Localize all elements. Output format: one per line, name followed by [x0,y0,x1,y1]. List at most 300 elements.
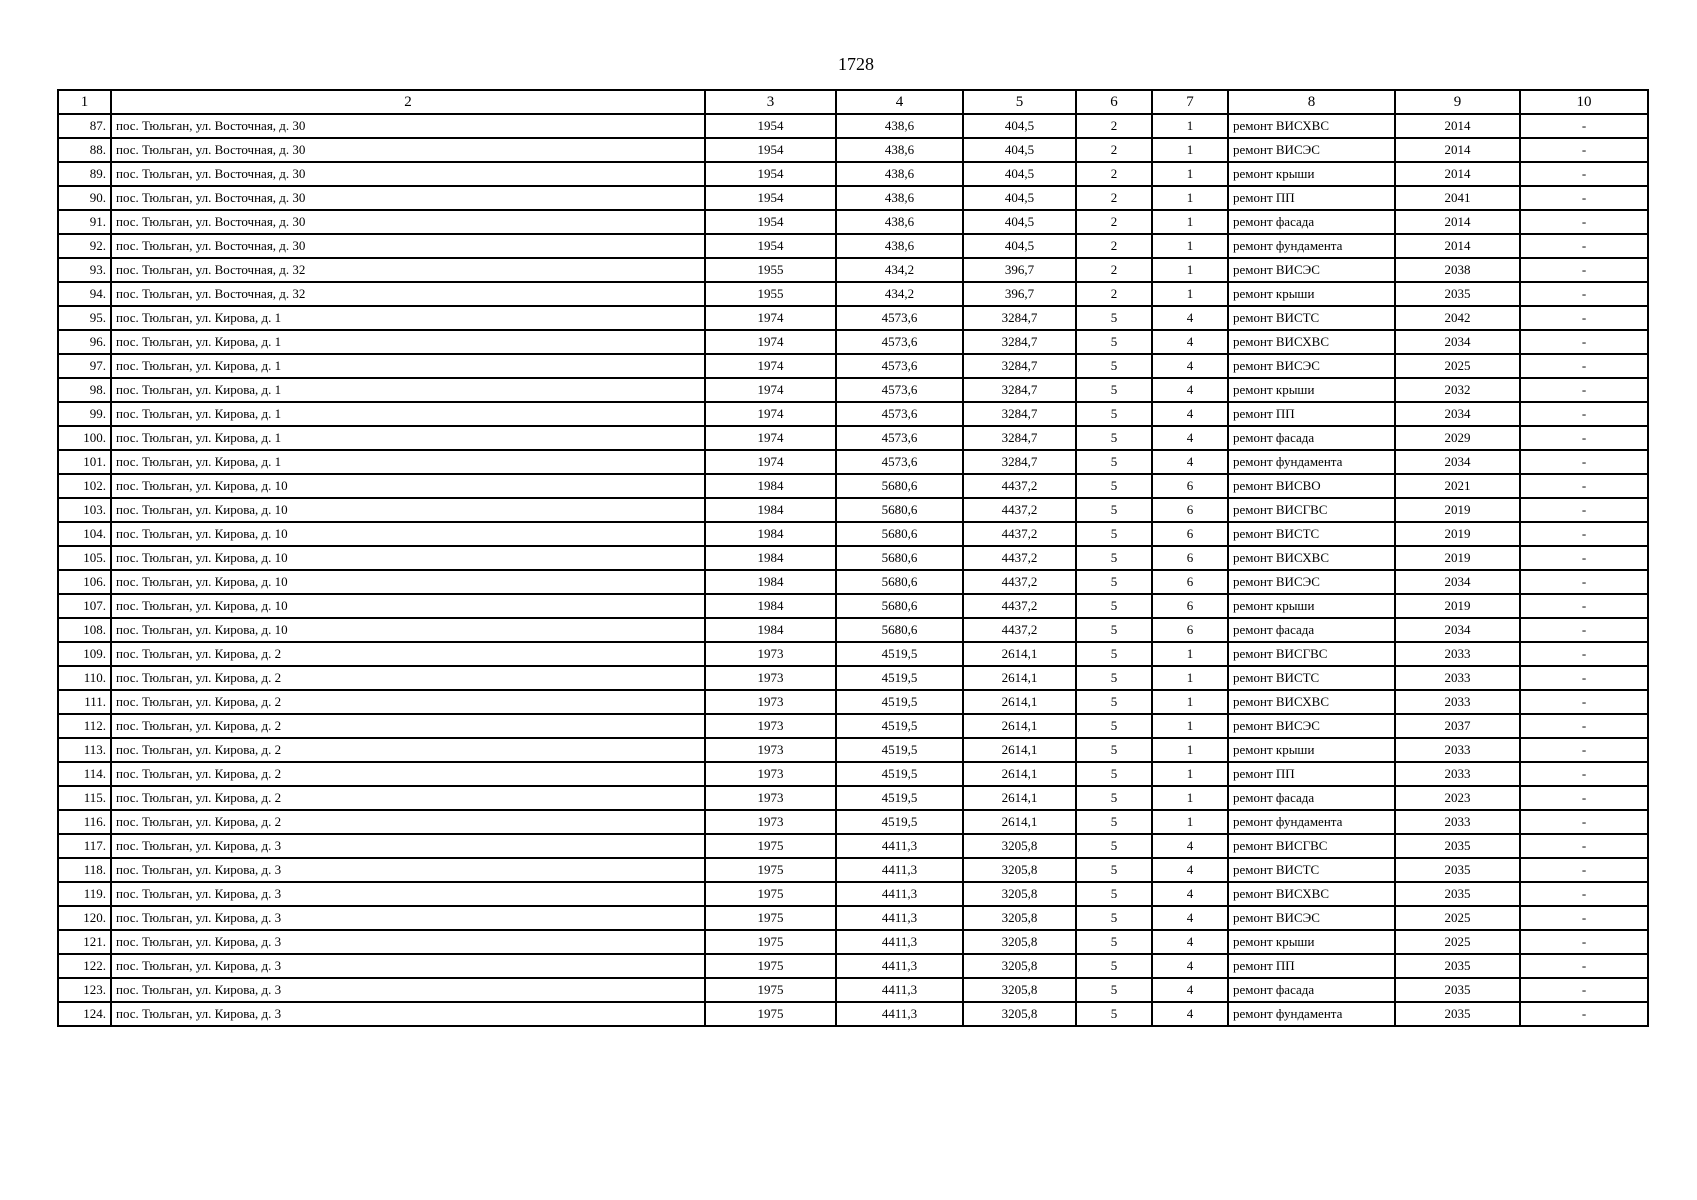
living-area-cell: 3284,7 [963,402,1076,426]
living-area-cell: 404,5 [963,114,1076,138]
row-number-cell: 117. [58,834,111,858]
row-number-cell: 96. [58,330,111,354]
note-cell: - [1520,114,1648,138]
column-header: 2 [111,90,705,114]
note-cell: - [1520,282,1648,306]
living-area-cell: 3205,8 [963,1002,1076,1026]
note-cell: - [1520,906,1648,930]
note-cell: - [1520,618,1648,642]
note-cell: - [1520,690,1648,714]
address-cell: пос. Тюльган, ул. Кирова, д. 3 [111,954,705,978]
table-body [58,114,1648,1026]
note-cell: - [1520,546,1648,570]
entrances-cell: 1 [1152,186,1228,210]
table-row [58,906,1648,930]
floors-cell: 5 [1076,666,1152,690]
table-row [58,834,1648,858]
work-type-cell: ремонт ВИСЭС [1228,570,1395,594]
entrances-cell: 1 [1152,114,1228,138]
table-row [58,978,1648,1002]
address-cell: пос. Тюльган, ул. Восточная, д. 30 [111,210,705,234]
year-built-cell: 1974 [705,354,836,378]
note-cell: - [1520,402,1648,426]
column-header: 7 [1152,90,1228,114]
note-cell: - [1520,474,1648,498]
column-header: 4 [836,90,963,114]
row-number-cell: 90. [58,186,111,210]
table-row [58,546,1648,570]
planned-year-cell: 2033 [1395,690,1520,714]
living-area-cell: 2614,1 [963,642,1076,666]
entrances-cell: 6 [1152,522,1228,546]
living-area-cell: 2614,1 [963,714,1076,738]
total-area-cell: 4573,6 [836,378,963,402]
floors-cell: 5 [1076,306,1152,330]
table-row [58,930,1648,954]
floors-cell: 5 [1076,978,1152,1002]
living-area-cell: 2614,1 [963,690,1076,714]
year-built-cell: 1973 [705,714,836,738]
table-row [58,474,1648,498]
row-number-cell: 119. [58,882,111,906]
floors-cell: 5 [1076,690,1152,714]
year-built-cell: 1954 [705,210,836,234]
row-number-cell: 115. [58,786,111,810]
planned-year-cell: 2034 [1395,402,1520,426]
year-built-cell: 1975 [705,906,836,930]
table-row [58,810,1648,834]
planned-year-cell: 2014 [1395,114,1520,138]
note-cell: - [1520,834,1648,858]
floors-cell: 5 [1076,858,1152,882]
work-type-cell: ремонт ВИСЭС [1228,714,1395,738]
year-built-cell: 1984 [705,594,836,618]
planned-year-cell: 2033 [1395,666,1520,690]
planned-year-cell: 2032 [1395,378,1520,402]
address-cell: пос. Тюльган, ул. Кирова, д. 2 [111,810,705,834]
row-number-cell: 113. [58,738,111,762]
note-cell: - [1520,162,1648,186]
year-built-cell: 1975 [705,882,836,906]
floors-cell: 5 [1076,810,1152,834]
header-row [58,90,1648,114]
row-number-cell: 120. [58,906,111,930]
address-cell: пос. Тюльган, ул. Восточная, д. 32 [111,282,705,306]
table-row [58,306,1648,330]
table-row [58,330,1648,354]
entrances-cell: 4 [1152,954,1228,978]
work-type-cell: ремонт фундамента [1228,1002,1395,1026]
work-type-cell: ремонт ВИСЭС [1228,354,1395,378]
work-type-cell: ремонт ВИСХВС [1228,882,1395,906]
entrances-cell: 6 [1152,498,1228,522]
row-number-cell: 122. [58,954,111,978]
living-area-cell: 4437,2 [963,498,1076,522]
year-built-cell: 1955 [705,282,836,306]
floors-cell: 2 [1076,114,1152,138]
row-number-cell: 93. [58,258,111,282]
living-area-cell: 4437,2 [963,594,1076,618]
row-number-cell: 110. [58,666,111,690]
living-area-cell: 3284,7 [963,450,1076,474]
row-number-cell: 91. [58,210,111,234]
work-type-cell: ремонт ВИСГВС [1228,834,1395,858]
note-cell: - [1520,426,1648,450]
year-built-cell: 1974 [705,378,836,402]
table-row [58,954,1648,978]
repair-schedule-table [57,89,1649,1027]
year-built-cell: 1975 [705,834,836,858]
total-area-cell: 434,2 [836,282,963,306]
floors-cell: 2 [1076,258,1152,282]
year-built-cell: 1974 [705,450,836,474]
table-row [58,858,1648,882]
year-built-cell: 1984 [705,522,836,546]
note-cell: - [1520,306,1648,330]
entrances-cell: 6 [1152,546,1228,570]
column-header: 9 [1395,90,1520,114]
entrances-cell: 4 [1152,426,1228,450]
address-cell: пос. Тюльган, ул. Кирова, д. 3 [111,834,705,858]
table-row [58,114,1648,138]
year-built-cell: 1973 [705,762,836,786]
entrances-cell: 1 [1152,258,1228,282]
entrances-cell: 6 [1152,570,1228,594]
year-built-cell: 1984 [705,546,836,570]
row-number-cell: 89. [58,162,111,186]
address-cell: пос. Тюльган, ул. Кирова, д. 3 [111,930,705,954]
table-row [58,210,1648,234]
total-area-cell: 5680,6 [836,594,963,618]
work-type-cell: ремонт крыши [1228,378,1395,402]
entrances-cell: 1 [1152,138,1228,162]
work-type-cell: ремонт фундамента [1228,450,1395,474]
note-cell: - [1520,258,1648,282]
address-cell: пос. Тюльган, ул. Восточная, д. 30 [111,234,705,258]
table-row [58,450,1648,474]
planned-year-cell: 2038 [1395,258,1520,282]
planned-year-cell: 2033 [1395,762,1520,786]
total-area-cell: 4519,5 [836,714,963,738]
address-cell: пос. Тюльган, ул. Кирова, д. 2 [111,738,705,762]
year-built-cell: 1954 [705,186,836,210]
floors-cell: 5 [1076,546,1152,570]
floors-cell: 5 [1076,594,1152,618]
row-number-cell: 100. [58,426,111,450]
work-type-cell: ремонт ВИСХВС [1228,114,1395,138]
address-cell: пос. Тюльган, ул. Кирова, д. 1 [111,306,705,330]
floors-cell: 5 [1076,570,1152,594]
year-built-cell: 1974 [705,330,836,354]
row-number-cell: 105. [58,546,111,570]
table-row [58,618,1648,642]
address-cell: пос. Тюльган, ул. Кирова, д. 1 [111,426,705,450]
living-area-cell: 3284,7 [963,426,1076,450]
entrances-cell: 1 [1152,282,1228,306]
work-type-cell: ремонт ВИСХВС [1228,690,1395,714]
entrances-cell: 4 [1152,1002,1228,1026]
work-type-cell: ремонт ВИСЭС [1228,258,1395,282]
work-type-cell: ремонт фасада [1228,210,1395,234]
year-built-cell: 1975 [705,954,836,978]
note-cell: - [1520,450,1648,474]
year-built-cell: 1954 [705,162,836,186]
year-built-cell: 1954 [705,138,836,162]
row-number-cell: 88. [58,138,111,162]
row-number-cell: 118. [58,858,111,882]
entrances-cell: 4 [1152,354,1228,378]
total-area-cell: 4411,3 [836,906,963,930]
floors-cell: 2 [1076,162,1152,186]
floors-cell: 2 [1076,138,1152,162]
address-cell: пос. Тюльган, ул. Кирова, д. 1 [111,354,705,378]
work-type-cell: ремонт крыши [1228,930,1395,954]
work-type-cell: ремонт фасада [1228,618,1395,642]
row-number-cell: 102. [58,474,111,498]
planned-year-cell: 2035 [1395,882,1520,906]
row-number-cell: 104. [58,522,111,546]
row-number-cell: 95. [58,306,111,330]
entrances-cell: 1 [1152,642,1228,666]
row-number-cell: 121. [58,930,111,954]
total-area-cell: 4411,3 [836,930,963,954]
note-cell: - [1520,594,1648,618]
entrances-cell: 1 [1152,234,1228,258]
living-area-cell: 404,5 [963,210,1076,234]
planned-year-cell: 2035 [1395,858,1520,882]
living-area-cell: 4437,2 [963,522,1076,546]
column-header: 8 [1228,90,1395,114]
entrances-cell: 1 [1152,690,1228,714]
planned-year-cell: 2019 [1395,546,1520,570]
planned-year-cell: 2034 [1395,570,1520,594]
table-row [58,162,1648,186]
work-type-cell: ремонт крыши [1228,162,1395,186]
total-area-cell: 5680,6 [836,498,963,522]
planned-year-cell: 2035 [1395,834,1520,858]
planned-year-cell: 2019 [1395,522,1520,546]
row-number-cell: 99. [58,402,111,426]
row-number-cell: 116. [58,810,111,834]
floors-cell: 5 [1076,954,1152,978]
row-number-cell: 123. [58,978,111,1002]
living-area-cell: 2614,1 [963,762,1076,786]
work-type-cell: ремонт ПП [1228,762,1395,786]
floors-cell: 5 [1076,762,1152,786]
note-cell: - [1520,378,1648,402]
row-number-cell: 103. [58,498,111,522]
total-area-cell: 438,6 [836,162,963,186]
work-type-cell: ремонт ВИСТС [1228,522,1395,546]
floors-cell: 5 [1076,426,1152,450]
year-built-cell: 1973 [705,642,836,666]
address-cell: пос. Тюльган, ул. Кирова, д. 10 [111,618,705,642]
row-number-cell: 106. [58,570,111,594]
column-header: 1 [58,90,111,114]
living-area-cell: 3205,8 [963,858,1076,882]
floors-cell: 2 [1076,210,1152,234]
row-number-cell: 92. [58,234,111,258]
living-area-cell: 4437,2 [963,570,1076,594]
year-built-cell: 1975 [705,1002,836,1026]
planned-year-cell: 2021 [1395,474,1520,498]
row-number-cell: 108. [58,618,111,642]
planned-year-cell: 2014 [1395,162,1520,186]
address-cell: пос. Тюльган, ул. Кирова, д. 1 [111,402,705,426]
row-number-cell: 107. [58,594,111,618]
table-row [58,402,1648,426]
table-row [58,714,1648,738]
work-type-cell: ремонт ВИСТС [1228,858,1395,882]
total-area-cell: 4573,6 [836,450,963,474]
address-cell: пос. Тюльган, ул. Кирова, д. 10 [111,474,705,498]
living-area-cell: 396,7 [963,258,1076,282]
address-cell: пос. Тюльган, ул. Кирова, д. 3 [111,978,705,1002]
work-type-cell: ремонт ВИСГВС [1228,498,1395,522]
total-area-cell: 4573,6 [836,426,963,450]
column-header: 5 [963,90,1076,114]
year-built-cell: 1973 [705,666,836,690]
total-area-cell: 438,6 [836,234,963,258]
entrances-cell: 1 [1152,810,1228,834]
year-built-cell: 1955 [705,258,836,282]
work-type-cell: ремонт фундамента [1228,234,1395,258]
table-row [58,762,1648,786]
year-built-cell: 1974 [705,426,836,450]
note-cell: - [1520,954,1648,978]
address-cell: пос. Тюльган, ул. Кирова, д. 10 [111,546,705,570]
address-cell: пос. Тюльган, ул. Кирова, д. 3 [111,882,705,906]
total-area-cell: 4411,3 [836,978,963,1002]
planned-year-cell: 2033 [1395,738,1520,762]
entrances-cell: 1 [1152,210,1228,234]
work-type-cell: ремонт ВИСХВС [1228,330,1395,354]
table-row [58,666,1648,690]
entrances-cell: 4 [1152,834,1228,858]
living-area-cell: 404,5 [963,138,1076,162]
floors-cell: 5 [1076,618,1152,642]
work-type-cell: ремонт ПП [1228,954,1395,978]
total-area-cell: 4411,3 [836,858,963,882]
table-row [58,882,1648,906]
work-type-cell: ремонт ВИСЭС [1228,138,1395,162]
planned-year-cell: 2034 [1395,330,1520,354]
total-area-cell: 4411,3 [836,954,963,978]
planned-year-cell: 2035 [1395,1002,1520,1026]
planned-year-cell: 2019 [1395,498,1520,522]
living-area-cell: 4437,2 [963,546,1076,570]
work-type-cell: ремонт ПП [1228,186,1395,210]
note-cell: - [1520,642,1648,666]
entrances-cell: 4 [1152,978,1228,1002]
row-number-cell: 94. [58,282,111,306]
floors-cell: 5 [1076,882,1152,906]
row-number-cell: 101. [58,450,111,474]
planned-year-cell: 2033 [1395,810,1520,834]
floors-cell: 5 [1076,834,1152,858]
floors-cell: 5 [1076,642,1152,666]
address-cell: пос. Тюльган, ул. Кирова, д. 1 [111,330,705,354]
address-cell: пос. Тюльган, ул. Кирова, д. 2 [111,762,705,786]
table-row [58,138,1648,162]
address-cell: пос. Тюльган, ул. Кирова, д. 3 [111,858,705,882]
table-row [58,258,1648,282]
planned-year-cell: 2042 [1395,306,1520,330]
note-cell: - [1520,738,1648,762]
total-area-cell: 438,6 [836,186,963,210]
floors-cell: 5 [1076,786,1152,810]
note-cell: - [1520,186,1648,210]
year-built-cell: 1984 [705,618,836,642]
living-area-cell: 2614,1 [963,666,1076,690]
address-cell: пос. Тюльган, ул. Кирова, д. 10 [111,594,705,618]
row-number-cell: 109. [58,642,111,666]
table-row [58,642,1648,666]
note-cell: - [1520,522,1648,546]
entrances-cell: 4 [1152,402,1228,426]
row-number-cell: 98. [58,378,111,402]
address-cell: пос. Тюльган, ул. Кирова, д. 3 [111,1002,705,1026]
note-cell: - [1520,210,1648,234]
table-row [58,522,1648,546]
living-area-cell: 3205,8 [963,978,1076,1002]
year-built-cell: 1975 [705,978,836,1002]
total-area-cell: 4519,5 [836,786,963,810]
total-area-cell: 4411,3 [836,834,963,858]
table-row [58,234,1648,258]
row-number-cell: 114. [58,762,111,786]
total-area-cell: 4573,6 [836,306,963,330]
total-area-cell: 5680,6 [836,546,963,570]
living-area-cell: 3284,7 [963,378,1076,402]
year-built-cell: 1974 [705,306,836,330]
total-area-cell: 438,6 [836,138,963,162]
total-area-cell: 4519,5 [836,642,963,666]
living-area-cell: 4437,2 [963,474,1076,498]
year-built-cell: 1973 [705,690,836,714]
total-area-cell: 4411,3 [836,1002,963,1026]
living-area-cell: 404,5 [963,186,1076,210]
total-area-cell: 4573,6 [836,354,963,378]
work-type-cell: ремонт фасада [1228,978,1395,1002]
row-number-cell: 87. [58,114,111,138]
total-area-cell: 5680,6 [836,570,963,594]
year-built-cell: 1975 [705,930,836,954]
table-row [58,378,1648,402]
floors-cell: 2 [1076,282,1152,306]
total-area-cell: 438,6 [836,210,963,234]
row-number-cell: 112. [58,714,111,738]
floors-cell: 2 [1076,186,1152,210]
floors-cell: 5 [1076,378,1152,402]
note-cell: - [1520,498,1648,522]
living-area-cell: 396,7 [963,282,1076,306]
address-cell: пос. Тюльган, ул. Восточная, д. 32 [111,258,705,282]
table-row [58,1002,1648,1026]
entrances-cell: 4 [1152,306,1228,330]
total-area-cell: 438,6 [836,114,963,138]
note-cell: - [1520,882,1648,906]
column-header: 10 [1520,90,1648,114]
living-area-cell: 2614,1 [963,810,1076,834]
address-cell: пос. Тюльган, ул. Кирова, д. 10 [111,570,705,594]
year-built-cell: 1954 [705,234,836,258]
year-built-cell: 1973 [705,810,836,834]
entrances-cell: 1 [1152,762,1228,786]
work-type-cell: ремонт фасада [1228,426,1395,450]
year-built-cell: 1984 [705,498,836,522]
planned-year-cell: 2023 [1395,786,1520,810]
